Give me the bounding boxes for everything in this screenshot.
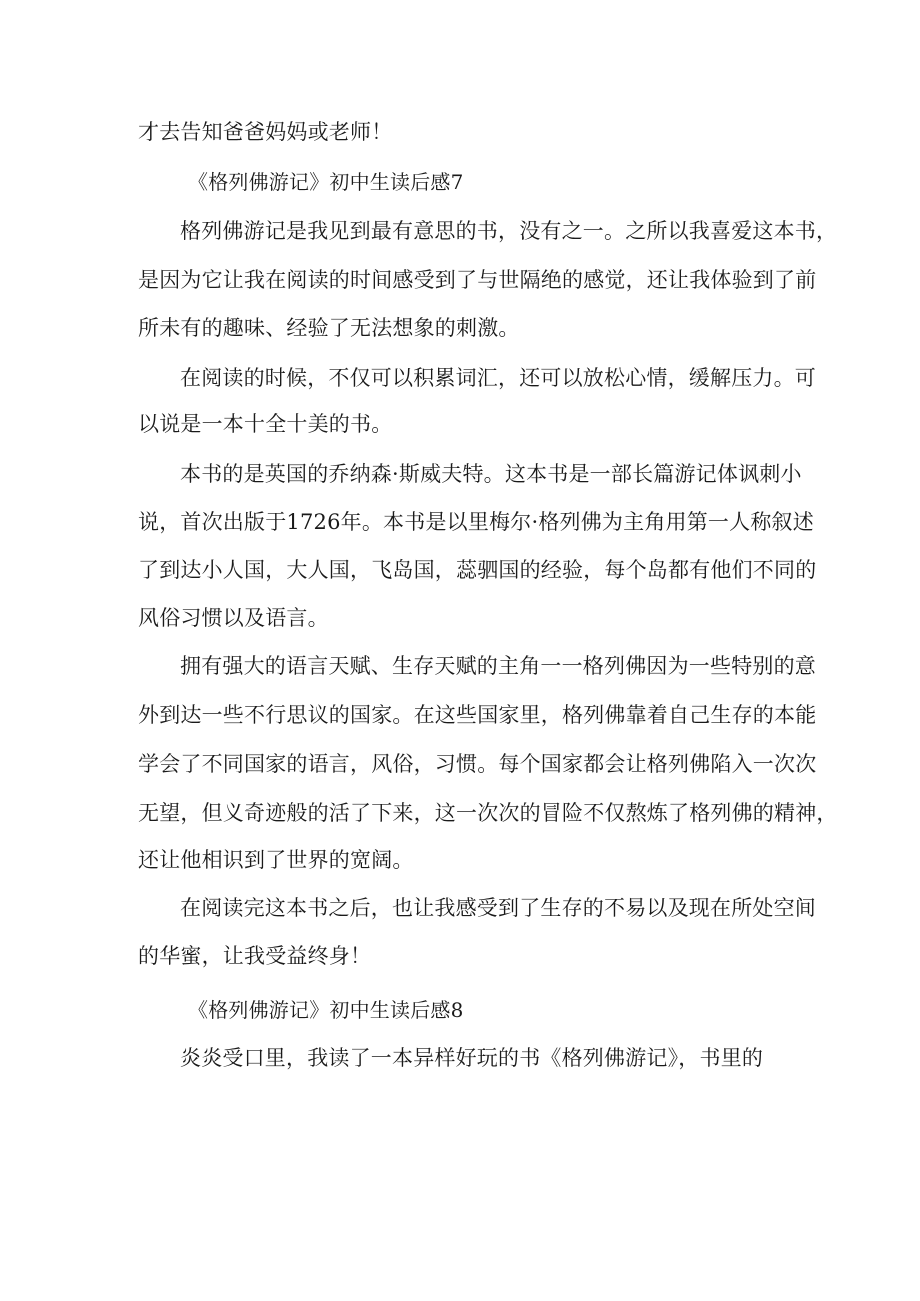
- section-heading: 《格列佛游记》初中生读后感8: [188, 998, 464, 1022]
- paragraph-line: 在阅读的时候，不仅可以积累词汇，还可以放松心情，缓解压力。可: [180, 366, 816, 390]
- paragraph-line: 是因为它让我在阅读的时间感受到了与世隔绝的感觉，还让我体验到了前: [138, 268, 817, 292]
- paragraph-line: 无望，但义奇迹般的活了下来，这一次次的冒险不仅熬炼了格列佛的精神，: [138, 801, 838, 825]
- paragraph-line: 拥有强大的语言天赋、生存天赋的主角一一格列佛因为一些特别的意: [180, 654, 816, 678]
- paragraph-line: 的华蜜，让我受益终身！: [138, 944, 372, 968]
- section-heading: 《格列佛游记》初中生读后感7: [188, 170, 464, 194]
- paragraph-line: 学会了不同国家的语言，风俗，习惯。每个国家都会让格列佛陷入一次次: [138, 752, 817, 776]
- paragraph-line: 说，首次出版于1726年。本书是以里梅尔·格列佛为主角用第一人称叙述: [138, 510, 814, 534]
- paragraph-line: 所未有的趣味、经验了无法想象的刺激。: [138, 316, 520, 340]
- paragraph-line: 了到达小人国，大人国，飞岛国，蕊驷国的经验，每个岛都有他们不同的: [138, 558, 817, 582]
- paragraph-line: 本书的是英国的乔纳森·斯威夫特。这本书是一部长篇游记体讽刺小: [180, 462, 802, 486]
- paragraph-line: 炎炎受口里，我读了一本异样好玩的书《格列佛游记》，书里的: [180, 1046, 764, 1070]
- paragraph-line: 外到达一些不行思议的国家。在这些国家里，格列佛靠着自己生存的本能: [138, 703, 817, 727]
- paragraph-line: 才去告知爸爸妈妈或老师！: [138, 120, 393, 144]
- paragraph-line: 风俗习惯以及语言。: [138, 606, 329, 630]
- paragraph-line: 以说是一本十全十美的书。: [138, 412, 393, 436]
- paragraph-line: 还让他相识到了世界的宽阔。: [138, 848, 414, 872]
- paragraph-line: 在阅读完这本书之后，也让我感受到了生存的不易以及现在所处空间: [180, 896, 816, 920]
- paragraph-line: 格列佛游记是我见到最有意思的书，没有之一。之所以我喜爱这本书，: [180, 219, 838, 243]
